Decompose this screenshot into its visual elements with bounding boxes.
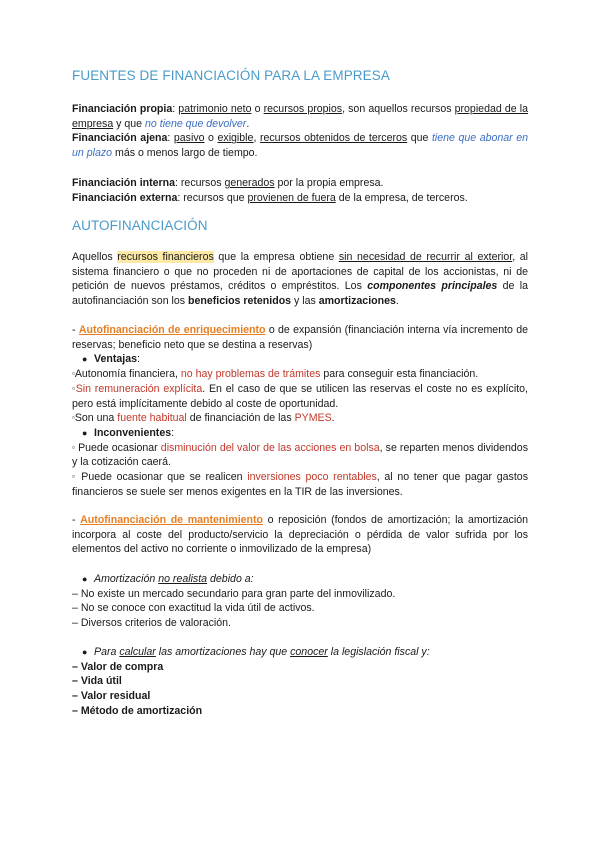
calc-item-2: – Vida útil	[72, 675, 122, 688]
section-enriquecimiento: - Autofinanciación de enriquecimiento o de expansión (financiación interna vía incremento de reservas; beneficio neto que se destina a reservas) ● Ventajas: ▫Autonomía financiera, no hay problemas de trámites para conseguir esta financiación. ▫Sin remuneración explícita. En el caso de que se utilicen las reservas el coste no es explícito, pero está implícitamente debido al coste de oportunidad. ▫Son una fuente habitual de financiación de las PYMES. ● Inconvenientes: ▫ Puede ocasionar disminución del valor de las acciones en bolsa, se reparten menos dividendos y la cotización caerá. ▫ Puede ocasionar que se realicen inversiones poco rentables, al no tener que pagar gastos financieros se suele ser menos exigentes en la TIR de las inversiones.	[72, 324, 528, 498]
amortizacion-heading: ● Amortización no realista debido a:	[82, 573, 254, 585]
section-amortizacion	[72, 572, 528, 631]
highlight-recursos: recursos financieros	[117, 251, 214, 263]
inconveniente-2: ▫ Puede ocasionar que se realicen inversiones poco rentables, al no tener que pagar gastos financieros se suele ser menos exigentes en la TIR de las inversiones.	[72, 471, 528, 498]
ventajas-heading: ● Ventajas:	[82, 353, 140, 366]
calc-item-4: – Método de amortización	[72, 704, 203, 717]
square-bullet-icon: ▫	[72, 442, 75, 452]
bullet-icon: ●	[82, 354, 88, 365]
definitions-source	[72, 176, 528, 205]
title-autofinanciacion: AUTOFINANCIACIÓN	[72, 218, 208, 233]
amort-item-2: – No se conoce con exactitud la vida útil de activos.	[72, 602, 315, 615]
inconveniente-1: ▫ Puede ocasionar disminución del valor de las acciones en bolsa, se reparten menos dividendos y la cotización caerá.	[72, 441, 528, 469]
heading-mantenimiento: Autofinanciación de mantenimiento	[80, 514, 264, 526]
square-bullet-icon: ▫	[72, 413, 75, 423]
bullet-icon: ●	[82, 427, 88, 438]
def-propia: Financiación propia: patrimonio neto o recursos propios, son aquellos recursos propiedad de la empresa y que no tiene que devolver.	[72, 103, 528, 130]
section-mantenimiento: - Autofinanciación de mantenimiento o reposición (fondos de amortización; la amortización incorpora al coste del producto/servicio la depreciación o pérdida de valor sufrida por los elementos del activo no corriente o inmovilizado de la empresa)	[72, 514, 528, 556]
def-externa: Financiación externa: recursos que provienen de fuera de la empresa, de terceros.	[72, 191, 468, 204]
def-interna: Financiación interna: recursos generados por la propia empresa.	[72, 177, 384, 189]
intro-paragraph: Aquellos recursos financieros que la empresa obtiene sin necesidad de recurrir al exterior, al sistema financiero o que no proceden ni de aportaciones de capital de los accionistas, ni de petición de nuevos préstamos, créditos o empréstitos. Los componentes principales de la autofinanciación son los beneficios retenidos y las amortizaciones.	[72, 251, 529, 308]
section-calcular	[72, 645, 528, 719]
calc-item-1: – Valor de compra	[72, 660, 164, 673]
ventaja-1: ▫Autonomía financiera, no hay problemas de trámites para conseguir esta financiación.	[72, 368, 479, 381]
def-ajena: Financiación ajena: pasivo o exigible, recursos obtenidos de terceros que tiene que abonar en un plazo más o menos largo de tiempo.	[72, 132, 529, 160]
ventaja-3: ▫Son una fuente habitual de financiación de las PYMES.	[72, 412, 335, 425]
amort-item-1: – No existe un mercado secundario para gran parte del inmovilizado.	[72, 587, 396, 600]
bullet-icon: ●	[82, 647, 88, 657]
title-fuentes: FUENTES DE FINANCIACIÓN PARA LA EMPRESA	[72, 68, 390, 83]
ventaja-2: ▫Sin remuneración explícita. En el caso de que se utilicen las reservas el coste no es explícito, pero está implícitamente debido al coste de oportunidad.	[72, 382, 528, 410]
square-bullet-icon: ▫	[72, 369, 75, 379]
calc-item-3: – Valor residual	[72, 690, 151, 703]
square-bullet-icon: ▫	[72, 383, 76, 393]
heading-enriquecimiento: Autofinanciación de enriquecimiento	[78, 324, 266, 336]
inconvenientes-heading: ● Inconvenientes:	[82, 426, 175, 439]
bullet-icon: ●	[82, 574, 88, 584]
definitions-origin	[72, 102, 528, 161]
amort-item-3: – Diversos criterios de valoración.	[72, 617, 231, 630]
calcular-heading: ● Para calcular las amortizaciones hay que conocer la legislación fiscal y:	[82, 646, 430, 658]
square-bullet-icon: ▫	[72, 472, 77, 482]
